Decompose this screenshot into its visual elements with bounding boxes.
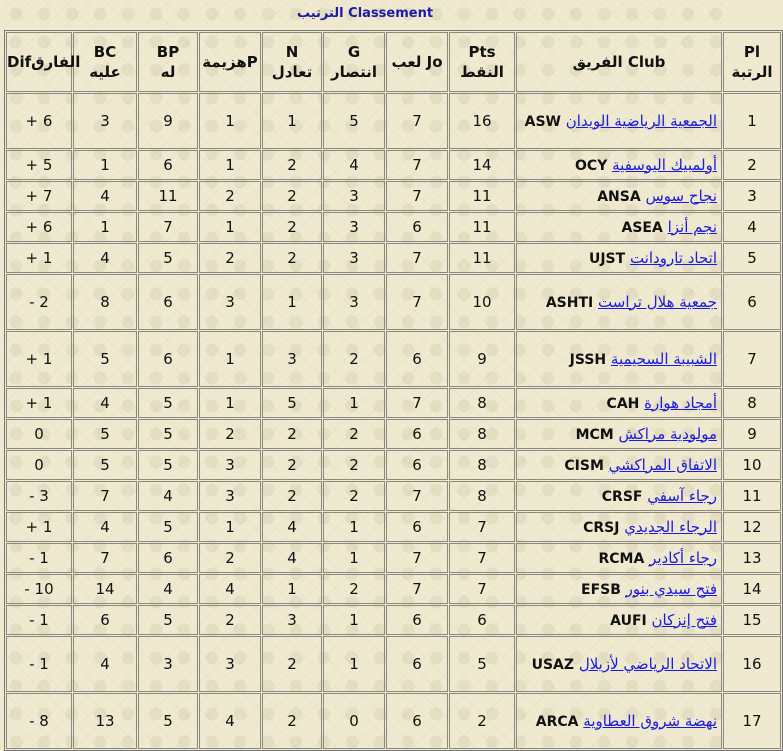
club-name-link[interactable]: فتح إنزكان <box>651 610 717 629</box>
club-cell <box>516 481 722 511</box>
club-cell <box>516 331 722 387</box>
club-cell <box>516 574 722 604</box>
cell-n: 4 <box>262 543 322 573</box>
cell-n: 2 <box>262 419 322 449</box>
cell-pts: 9 <box>449 331 515 387</box>
cell-bc: 4 <box>73 243 137 273</box>
cell-g: 2 <box>323 419 385 449</box>
header-jo: لعب Jo <box>386 32 448 92</box>
cell-p: 3 <box>199 274 261 330</box>
table-row <box>6 693 781 749</box>
cell-n: 1 <box>262 574 322 604</box>
cell-n: 2 <box>262 636 322 692</box>
table-row <box>6 93 781 149</box>
cell-bp: 5 <box>138 450 198 480</box>
cell-bc: 7 <box>73 481 137 511</box>
cell-dif: 0 <box>6 419 72 449</box>
cell-p: 2 <box>199 243 261 273</box>
cell-dif: 0 <box>6 450 72 480</box>
club-abbreviation: ANSA <box>597 188 641 205</box>
cell-pts: 16 <box>449 93 515 149</box>
cell-p: 2 <box>199 181 261 211</box>
cell-jo: 7 <box>386 481 448 511</box>
table-row <box>6 150 781 180</box>
cell-g: 5 <box>323 93 385 149</box>
club-name-link[interactable]: نهضة شروق العطاوية <box>583 711 717 730</box>
cell-dif: + 7 <box>6 181 72 211</box>
cell-jo: 6 <box>386 605 448 635</box>
club-name-link[interactable]: الاتحاد الرياضي لأزيلال <box>578 654 717 673</box>
cell-pl: 2 <box>723 150 781 180</box>
cell-n: 3 <box>262 331 322 387</box>
cell-jo: 6 <box>386 512 448 542</box>
cell-bc: 8 <box>73 274 137 330</box>
club-name-link[interactable]: الشبيبة السحيمية <box>610 349 717 368</box>
cell-jo: 6 <box>386 693 448 749</box>
cell-n: 2 <box>262 212 322 242</box>
club-abbreviation: OCY <box>575 157 608 174</box>
cell-bp: 6 <box>138 543 198 573</box>
cell-pl: 8 <box>723 388 781 418</box>
club-cell <box>516 543 722 573</box>
club-abbreviation: CRSJ <box>583 519 620 536</box>
header-n: N تعادل <box>262 32 322 92</box>
cell-bp: 5 <box>138 512 198 542</box>
cell-bp: 5 <box>138 693 198 749</box>
cell-bc: 4 <box>73 636 137 692</box>
table-row <box>6 331 781 387</box>
cell-bp: 5 <box>138 243 198 273</box>
club-name-link[interactable]: أولمبيك اليوسفية <box>612 155 717 174</box>
cell-pl: 10 <box>723 450 781 480</box>
cell-pl: 4 <box>723 212 781 242</box>
club-name-link[interactable]: نجم أنزا <box>667 217 717 236</box>
club-cell <box>516 419 722 449</box>
cell-bc: 1 <box>73 212 137 242</box>
table-row <box>6 419 781 449</box>
club-abbreviation: ASHTI <box>545 294 594 311</box>
cell-jo: 7 <box>386 150 448 180</box>
cell-n: 1 <box>262 93 322 149</box>
club-abbreviation: ARCA <box>535 713 579 730</box>
cell-bc: 5 <box>73 450 137 480</box>
cell-jo: 6 <box>386 419 448 449</box>
club-cell <box>516 181 722 211</box>
club-name-link[interactable]: جمعية هلال تراست <box>598 292 717 311</box>
cell-p: 3 <box>199 481 261 511</box>
cell-bc: 5 <box>73 331 137 387</box>
cell-pts: 8 <box>449 450 515 480</box>
cell-bc: 1 <box>73 150 137 180</box>
cell-n: 1 <box>262 274 322 330</box>
cell-pl: 1 <box>723 93 781 149</box>
club-cell <box>516 274 722 330</box>
club-name-link[interactable]: اتحاد تارودانت <box>629 248 717 267</box>
cell-g: 3 <box>323 212 385 242</box>
table-row <box>6 574 781 604</box>
cell-pts: 7 <box>449 543 515 573</box>
table-row <box>6 605 781 635</box>
cell-bp: 5 <box>138 388 198 418</box>
cell-dif: - 8 <box>6 693 72 749</box>
club-abbreviation: CAH <box>606 395 640 412</box>
cell-g: 1 <box>323 605 385 635</box>
cell-dif: - 1 <box>6 636 72 692</box>
cell-p: 2 <box>199 543 261 573</box>
club-cell <box>516 636 722 692</box>
cell-jo: 6 <box>386 450 448 480</box>
cell-g: 2 <box>323 481 385 511</box>
cell-jo: 7 <box>386 543 448 573</box>
cell-n: 2 <box>262 481 322 511</box>
cell-pts: 7 <box>449 574 515 604</box>
cell-dif: + 6 <box>6 93 72 149</box>
cell-bc: 6 <box>73 605 137 635</box>
cell-p: 4 <box>199 693 261 749</box>
cell-pl: 11 <box>723 481 781 511</box>
cell-pl: 15 <box>723 605 781 635</box>
club-name-link[interactable]: رجاء أكادير <box>649 548 717 567</box>
cell-pl: 16 <box>723 636 781 692</box>
cell-dif: - 1 <box>6 543 72 573</box>
table-row <box>6 543 781 573</box>
cell-bp: 4 <box>138 481 198 511</box>
cell-n: 4 <box>262 512 322 542</box>
header-pts: Pts النقط <box>449 32 515 92</box>
cell-bc: 3 <box>73 93 137 149</box>
cell-g: 1 <box>323 512 385 542</box>
club-abbreviation: JSSH <box>569 351 607 368</box>
header-bc: BC عليه <box>73 32 137 92</box>
club-cell <box>516 450 722 480</box>
table-row <box>6 481 781 511</box>
club-cell <box>516 512 722 542</box>
header-pl: Pl الرتبة <box>723 32 781 92</box>
cell-pl: 14 <box>723 574 781 604</box>
cell-jo: 6 <box>386 636 448 692</box>
table-row <box>6 212 781 242</box>
cell-bp: 7 <box>138 212 198 242</box>
cell-bp: 5 <box>138 419 198 449</box>
cell-dif: + 1 <box>6 331 72 387</box>
cell-p: 3 <box>199 636 261 692</box>
club-cell <box>516 693 722 749</box>
cell-jo: 7 <box>386 243 448 273</box>
cell-p: 1 <box>199 331 261 387</box>
club-cell <box>516 605 722 635</box>
club-cell <box>516 150 722 180</box>
cell-bp: 6 <box>138 331 198 387</box>
cell-bc: 14 <box>73 574 137 604</box>
club-name-link[interactable]: فتح سيدي بنور <box>625 579 717 598</box>
cell-pl: 6 <box>723 274 781 330</box>
cell-bp: 4 <box>138 574 198 604</box>
table-row <box>6 450 781 480</box>
club-name-link[interactable]: الجمعية الرياضية الويدان <box>565 111 717 130</box>
cell-g: 3 <box>323 243 385 273</box>
club-name-link[interactable]: نجاح سوس <box>645 186 717 205</box>
cell-bc: 13 <box>73 693 137 749</box>
header-row <box>6 32 781 92</box>
cell-pts: 8 <box>449 388 515 418</box>
cell-g: 1 <box>323 636 385 692</box>
cell-p: 3 <box>199 450 261 480</box>
club-name-link[interactable]: مولودية مراكش <box>618 424 717 443</box>
cell-jo: 7 <box>386 388 448 418</box>
cell-n: 2 <box>262 243 322 273</box>
club-abbreviation: MCM <box>575 426 614 443</box>
club-abbreviation: CISM <box>564 457 604 474</box>
cell-dif: - 10 <box>6 574 72 604</box>
club-cell <box>516 243 722 273</box>
cell-pl: 17 <box>723 693 781 749</box>
cell-jo: 7 <box>386 574 448 604</box>
cell-p: 1 <box>199 512 261 542</box>
cell-g: 2 <box>323 331 385 387</box>
cell-bc: 4 <box>73 512 137 542</box>
cell-bc: 7 <box>73 543 137 573</box>
club-abbreviation: EFSB <box>581 581 621 598</box>
cell-pl: 5 <box>723 243 781 273</box>
standings-body <box>6 93 781 749</box>
table-row <box>6 243 781 273</box>
cell-pts: 7 <box>449 512 515 542</box>
cell-jo: 7 <box>386 93 448 149</box>
club-cell <box>516 388 722 418</box>
cell-dif: + 1 <box>6 388 72 418</box>
header-bp: BP له <box>138 32 198 92</box>
header-club: الفريق Club <box>516 32 722 92</box>
table-row <box>6 388 781 418</box>
club-abbreviation: UJST <box>588 250 626 267</box>
club-abbreviation: USAZ <box>531 656 575 673</box>
cell-jo: 7 <box>386 181 448 211</box>
club-name-link[interactable]: الاتفاق المراكشي <box>608 455 717 474</box>
cell-dif: - 2 <box>6 274 72 330</box>
cell-g: 4 <box>323 150 385 180</box>
table-row <box>6 512 781 542</box>
header-dif: Difالفارق <box>6 32 72 92</box>
cell-bp: 9 <box>138 93 198 149</box>
cell-jo: 7 <box>386 274 448 330</box>
cell-p: 4 <box>199 574 261 604</box>
header-g: G انتصار <box>323 32 385 92</box>
club-cell <box>516 212 722 242</box>
table-row <box>6 181 781 211</box>
standings-table <box>4 30 783 751</box>
cell-g: 2 <box>323 574 385 604</box>
cell-bc: 4 <box>73 388 137 418</box>
club-name-link[interactable]: رجاء آسفي <box>647 486 717 505</box>
cell-bc: 5 <box>73 419 137 449</box>
cell-g: 0 <box>323 693 385 749</box>
cell-p: 2 <box>199 419 261 449</box>
cell-bp: 6 <box>138 274 198 330</box>
cell-n: 2 <box>262 450 322 480</box>
cell-pl: 9 <box>723 419 781 449</box>
cell-bp: 11 <box>138 181 198 211</box>
cell-pl: 3 <box>723 181 781 211</box>
cell-pts: 2 <box>449 693 515 749</box>
cell-p: 1 <box>199 212 261 242</box>
table-row <box>6 274 781 330</box>
cell-g: 2 <box>323 450 385 480</box>
cell-n: 2 <box>262 150 322 180</box>
cell-g: 3 <box>323 181 385 211</box>
cell-p: 1 <box>199 150 261 180</box>
cell-dif: - 1 <box>6 605 72 635</box>
cell-pts: 14 <box>449 150 515 180</box>
cell-pts: 11 <box>449 181 515 211</box>
club-abbreviation: CRSF <box>601 488 643 505</box>
header-p: هزيمةP <box>199 32 261 92</box>
cell-bp: 5 <box>138 605 198 635</box>
cell-pts: 6 <box>449 605 515 635</box>
cell-g: 1 <box>323 388 385 418</box>
cell-bp: 3 <box>138 636 198 692</box>
club-abbreviation: ASEA <box>621 219 663 236</box>
cell-pts: 10 <box>449 274 515 330</box>
cell-dif: + 1 <box>6 512 72 542</box>
cell-n: 2 <box>262 181 322 211</box>
club-name-link[interactable]: الرجاء الجديدي <box>624 517 717 536</box>
cell-p: 2 <box>199 605 261 635</box>
cell-n: 5 <box>262 388 322 418</box>
cell-p: 1 <box>199 388 261 418</box>
cell-pl: 13 <box>723 543 781 573</box>
cell-pts: 11 <box>449 212 515 242</box>
table-caption: الترتيب Classement <box>296 6 434 21</box>
cell-dif: + 6 <box>6 212 72 242</box>
cell-dif: - 3 <box>6 481 72 511</box>
club-abbreviation: AUFI <box>610 612 647 629</box>
cell-n: 2 <box>262 693 322 749</box>
cell-n: 3 <box>262 605 322 635</box>
cell-pl: 12 <box>723 512 781 542</box>
cell-g: 1 <box>323 543 385 573</box>
cell-pts: 8 <box>449 419 515 449</box>
cell-jo: 6 <box>386 331 448 387</box>
cell-pl: 7 <box>723 331 781 387</box>
cell-jo: 6 <box>386 212 448 242</box>
club-cell <box>516 93 722 149</box>
cell-bp: 6 <box>138 150 198 180</box>
club-abbreviation: RCMA <box>598 550 645 567</box>
cell-pts: 5 <box>449 636 515 692</box>
cell-dif: + 5 <box>6 150 72 180</box>
cell-bc: 4 <box>73 181 137 211</box>
cell-g: 3 <box>323 274 385 330</box>
table-row <box>6 636 781 692</box>
cell-pts: 11 <box>449 243 515 273</box>
cell-dif: + 1 <box>6 243 72 273</box>
club-abbreviation: ASW <box>524 113 561 130</box>
cell-p: 1 <box>199 93 261 149</box>
cell-pts: 8 <box>449 481 515 511</box>
club-name-link[interactable]: أمجاد هوارة <box>644 393 717 412</box>
